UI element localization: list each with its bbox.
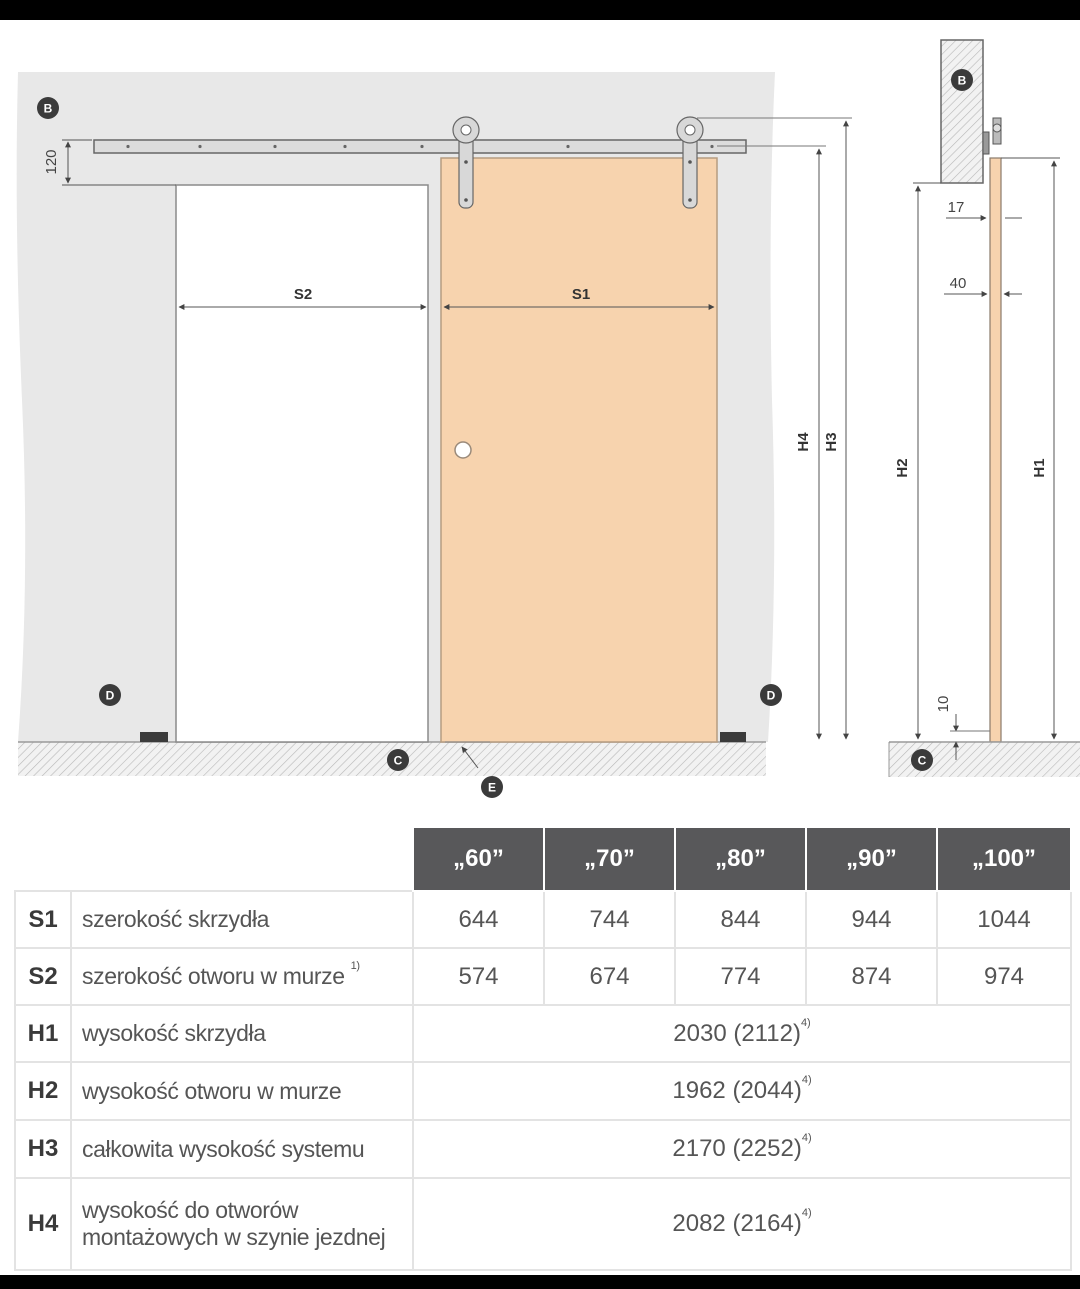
- row-description: szerokość skrzydła: [71, 891, 413, 948]
- cell-value: 574: [413, 948, 544, 1005]
- table-row: [15, 1005, 1071, 1062]
- table-row: [15, 1120, 1071, 1178]
- badge-guide: [481, 776, 503, 798]
- row-code: S1: [15, 891, 71, 948]
- dimension-table: [14, 826, 1072, 1271]
- footnote-ref: 1): [350, 960, 360, 972]
- column-header: „100”: [937, 827, 1071, 891]
- row-description: wysokość skrzydła: [71, 1005, 413, 1062]
- table-row: [15, 948, 1071, 1005]
- cell-value: 1044: [937, 891, 1071, 948]
- dim-opening-width: S2: [293, 286, 313, 303]
- row-description: wysokość do otworów montażowych w szynie jezdnej: [71, 1178, 413, 1270]
- door-leaf: [441, 158, 717, 742]
- dim-door-thickness: 40: [949, 275, 967, 292]
- dim-floor-gap: 10: [935, 695, 952, 713]
- row-description: całkowita wysokość systemu: [71, 1120, 413, 1178]
- row-description: szerokość otworu w murze $^{1)}$: [71, 948, 413, 1005]
- svg-text:B: B: [43, 101, 53, 116]
- row-code: H1: [15, 1005, 71, 1062]
- badge-wall-side: [951, 69, 973, 91]
- cell-value: 874: [806, 948, 937, 1005]
- dim-mount-height: H4: [795, 432, 812, 452]
- column-header: „60”: [413, 827, 544, 891]
- badge-stopper-right: [760, 684, 782, 706]
- table-row: [15, 1178, 1071, 1270]
- row-description: wysokość otworu w murze: [71, 1062, 413, 1120]
- cell-value: 944: [806, 891, 937, 948]
- table-row: [15, 891, 1071, 948]
- dim-door-width: S1: [571, 286, 591, 303]
- svg-text:C: C: [393, 753, 403, 768]
- svg-text:E: E: [487, 780, 497, 795]
- column-header: „90”: [806, 827, 937, 891]
- cell-value: 2170 $(2252)^{4)}$: [413, 1120, 1071, 1178]
- row-code: S2: [15, 948, 71, 1005]
- badge-floor: [387, 749, 409, 771]
- dim-rail-offset: 120: [43, 149, 60, 175]
- column-header: „80”: [675, 827, 806, 891]
- footnote-ref: 4): [801, 1207, 812, 1219]
- dim-wall-gap: 17: [947, 199, 965, 216]
- floor-stopper-left: [140, 732, 168, 742]
- dim-system-height: H3: [823, 432, 840, 452]
- table-row: [15, 1062, 1071, 1120]
- dim-door-height: H1: [1031, 458, 1048, 478]
- cell-value: 974: [937, 948, 1071, 1005]
- wall-section: [941, 40, 983, 183]
- cell-value: 2030 $(2112)^{4)}$: [413, 1005, 1071, 1062]
- floor-stopper-right: [720, 732, 746, 742]
- column-header: „70”: [544, 827, 675, 891]
- footnote-ref: 4): [801, 1132, 812, 1144]
- footnote-ref: 4): [800, 1016, 811, 1029]
- badge-wall: [37, 97, 59, 119]
- cell-value: 644: [413, 891, 544, 948]
- svg-text:D: D: [105, 688, 115, 703]
- cell-value: 774: [675, 948, 806, 1005]
- footnote-ref: 4): [801, 1074, 812, 1086]
- svg-text:B: B: [957, 73, 967, 88]
- badge-floor-side: [911, 749, 933, 771]
- row-code: H3: [15, 1120, 71, 1178]
- cell-value: 744: [544, 891, 675, 948]
- badge-stopper-left: [99, 684, 121, 706]
- svg-text:D: D: [766, 688, 776, 703]
- svg-text:C: C: [917, 753, 927, 768]
- table-corner: [15, 827, 413, 891]
- cell-value: 674: [544, 948, 675, 1005]
- door-leaf-section: [990, 158, 1001, 742]
- row-code: H2: [15, 1062, 71, 1120]
- sliding-door-diagram: [0, 20, 1080, 810]
- dim-opening-height: H2: [894, 458, 911, 478]
- cell-value: 1962 $(2044)^{4)}$: [413, 1062, 1071, 1120]
- sliding-rail: [94, 140, 746, 153]
- cell-value: 2082 $(2164)^{4)}$: [413, 1178, 1071, 1270]
- cell-value: 844: [675, 891, 806, 948]
- wall-opening: [176, 185, 428, 742]
- row-code: H4: [15, 1178, 71, 1270]
- page-canvas: [0, 20, 1080, 1275]
- door-handle: [455, 442, 471, 458]
